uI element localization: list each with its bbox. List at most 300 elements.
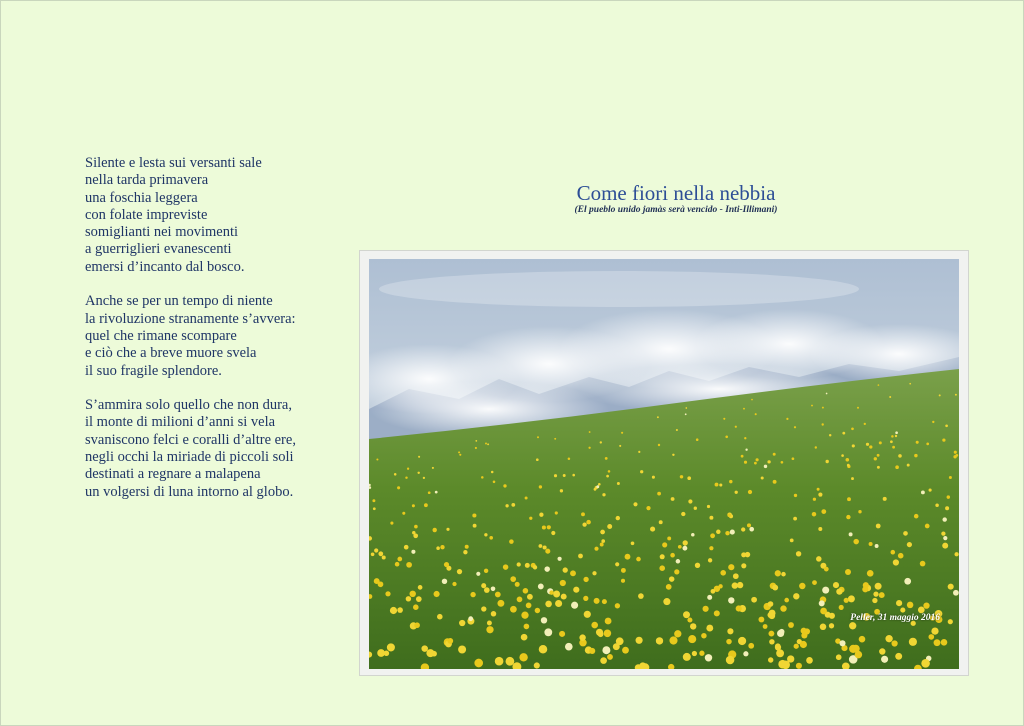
flower-dot — [954, 552, 958, 556]
flower-dot — [519, 653, 527, 661]
flower-dot — [691, 533, 695, 537]
flower-dot — [554, 474, 557, 477]
flower-dot — [536, 458, 539, 461]
flower-dot — [768, 601, 774, 607]
flower-dot — [613, 643, 620, 650]
flower-dot — [703, 606, 709, 612]
flower-dot — [851, 427, 854, 430]
flower-dot — [581, 512, 585, 516]
flower-dot — [914, 514, 919, 519]
flower-dot — [859, 636, 866, 643]
poem-line: svaniscono felci e coralli d’altre ere, — [85, 431, 296, 448]
flower-dot — [864, 423, 866, 425]
flower-dot — [857, 407, 859, 409]
flower-dot — [769, 613, 776, 620]
flower-dot — [748, 490, 752, 494]
flower-dot — [851, 477, 854, 480]
flower-dot — [657, 492, 661, 496]
flower-dot — [373, 507, 376, 510]
flower-dot — [726, 639, 732, 645]
flower-dot — [941, 531, 945, 535]
poem-line: nella tarda primavera — [85, 172, 209, 189]
flower-dot — [694, 507, 697, 510]
flower-dot — [669, 636, 677, 644]
flower-dot — [406, 562, 412, 568]
flower-dot — [822, 423, 824, 425]
flower-dot — [921, 490, 925, 494]
flower-dot — [510, 606, 517, 613]
flower-dot — [533, 565, 537, 569]
flower-dot — [749, 527, 754, 532]
flower-dot — [617, 482, 620, 485]
flower-dot — [619, 445, 621, 447]
flower-dot — [709, 546, 713, 550]
flower-dot — [371, 552, 375, 556]
flower-dot — [418, 585, 423, 590]
flower-dot — [549, 590, 553, 594]
flower-dot — [544, 566, 550, 572]
flower-dot — [374, 548, 378, 552]
flower-dot — [728, 564, 734, 570]
flower-dot — [671, 497, 675, 501]
flower-dot — [537, 436, 539, 438]
flower-dot — [849, 622, 856, 629]
flower-dot — [551, 531, 555, 535]
flower-dot — [768, 657, 773, 662]
flower-dot — [596, 485, 599, 488]
poem-line: con folate impreviste — [85, 206, 208, 223]
flower-dot — [683, 611, 690, 618]
flower-dot — [390, 607, 397, 614]
flower-dot — [436, 546, 440, 550]
flower-dot — [670, 553, 675, 558]
flower-dot — [879, 648, 885, 654]
flower-dot — [826, 460, 829, 463]
flower-dot — [586, 520, 591, 525]
flower-dot — [836, 654, 842, 660]
flower-dot — [898, 454, 902, 458]
flower-dot — [484, 569, 488, 573]
flower-dot — [678, 545, 682, 549]
flower-dot — [727, 513, 731, 517]
flower-dot — [563, 474, 566, 477]
flower-dot — [527, 594, 533, 600]
flower-dot — [733, 573, 739, 579]
flower-dot — [920, 561, 926, 567]
flower-dot — [892, 446, 895, 449]
flower-dot — [725, 531, 729, 535]
flower-dot — [842, 432, 845, 435]
flower-dot — [751, 597, 757, 603]
flower-dot — [413, 604, 419, 610]
flower-dot — [521, 612, 528, 619]
flower-dot — [394, 473, 397, 476]
flower-dot — [426, 649, 434, 657]
flower-dot — [707, 595, 712, 600]
flower-dot — [877, 454, 880, 457]
flower-dot — [756, 458, 759, 461]
flower-dot — [819, 600, 825, 606]
flower-dot — [829, 613, 835, 619]
flower-dot — [493, 481, 496, 484]
flower-dot — [407, 468, 409, 470]
flower-dot — [547, 525, 551, 529]
flower-dot — [926, 443, 929, 446]
flower-dot — [505, 504, 508, 507]
flower-dot — [743, 408, 745, 410]
flower-dot — [402, 512, 405, 515]
flower-dot — [833, 582, 839, 588]
flower-dot — [903, 531, 908, 536]
flower-dot — [780, 605, 786, 611]
flower-dot — [545, 601, 552, 608]
flower-dot — [511, 503, 515, 507]
flower-dot — [688, 499, 692, 503]
flower-dot — [847, 464, 850, 467]
flower-dot — [743, 651, 748, 656]
flower-dot — [942, 517, 946, 521]
flower-dot — [539, 485, 542, 488]
flower-dot — [636, 637, 643, 644]
poem-line: somiglianti nei movimenti — [85, 224, 239, 241]
flower-dot — [572, 474, 575, 477]
flower-dot — [622, 647, 629, 654]
flower-dot — [683, 540, 688, 545]
flower-dot — [544, 628, 552, 636]
flower-dot — [434, 591, 440, 597]
flower-dot — [539, 645, 548, 654]
flower-dot — [606, 475, 609, 478]
flower-dot — [497, 600, 504, 607]
flower-dot — [446, 528, 449, 531]
flower-dot — [744, 437, 746, 439]
flower-dot — [796, 663, 802, 669]
flower-dot — [588, 447, 590, 449]
flower-dot — [486, 626, 493, 633]
flower-dot — [437, 614, 443, 620]
flower-dot — [768, 631, 774, 637]
flower-dot — [521, 634, 528, 641]
flower-dot — [491, 471, 494, 474]
flower-dot — [876, 524, 881, 529]
flower-dot — [784, 598, 789, 603]
poem-stanza-2 — [85, 293, 345, 379]
flower-dot — [943, 536, 947, 540]
flower-dot — [839, 640, 845, 646]
flower-dot — [874, 457, 877, 460]
poem-line: il suo fragile splendore. — [85, 362, 222, 379]
flower-dot — [672, 454, 674, 456]
flower-dot — [875, 544, 879, 548]
flower-dot — [710, 533, 715, 538]
flower-dot — [418, 456, 420, 458]
flower-dot — [878, 384, 880, 386]
flower-dot — [706, 625, 713, 632]
flower-dot — [848, 595, 855, 602]
flower-dot — [473, 524, 477, 528]
flower-dot — [589, 431, 591, 433]
flower-dot — [484, 533, 487, 536]
flower-dot — [907, 602, 914, 609]
flower-dot — [955, 394, 957, 396]
flower-dot — [589, 648, 595, 654]
flower-dot — [621, 579, 625, 583]
poem-line: S’ammira solo quello che non dura, — [85, 397, 292, 414]
flower-dot — [716, 530, 721, 535]
flower-dot — [607, 524, 612, 529]
flower-dot — [481, 476, 484, 479]
flower-dot — [432, 528, 436, 532]
flower-dot — [659, 565, 665, 571]
flower-dot — [640, 470, 643, 473]
flower-dot — [481, 583, 486, 588]
flower-dot — [541, 617, 547, 623]
flower-dot — [662, 542, 667, 547]
flower-dot — [778, 660, 787, 669]
poem-line: quel che rimane scompare — [85, 327, 237, 344]
flower-dot — [900, 608, 905, 613]
flower-dot — [481, 606, 486, 611]
flower-dot — [898, 553, 904, 559]
flower-dot — [414, 622, 420, 628]
flower-dot — [845, 569, 851, 575]
flower-dot — [849, 532, 853, 536]
flower-dot — [545, 549, 550, 554]
flower-dot — [923, 602, 929, 608]
poem-stanza-1 — [85, 155, 345, 276]
flower-dot — [736, 605, 742, 611]
flower-dot — [747, 523, 751, 527]
flower-dot — [869, 445, 872, 448]
flower-dot — [955, 454, 958, 457]
flower-dot — [568, 458, 571, 461]
flower-dot — [555, 600, 562, 607]
flower-dot — [841, 454, 844, 457]
poem-stanza-3 — [85, 397, 345, 501]
flower-dot — [485, 443, 487, 445]
flower-dot — [781, 572, 786, 577]
flower-dot — [409, 591, 415, 597]
flower-dot — [932, 421, 934, 423]
flower-dot — [688, 635, 696, 643]
flower-dot — [727, 628, 733, 634]
flower-dot — [621, 432, 623, 434]
flower-dot — [535, 608, 540, 613]
flower-dot — [412, 531, 415, 534]
flower-dot — [397, 607, 403, 613]
flower-dot — [681, 512, 685, 516]
flower-dot — [820, 624, 827, 631]
flower-dot — [378, 581, 384, 587]
flower-dot — [667, 536, 671, 540]
flower-dot — [873, 591, 878, 596]
flower-dot — [891, 550, 896, 555]
flower-dot — [705, 654, 712, 661]
flower-dot — [674, 569, 679, 574]
flower-dot — [767, 460, 770, 463]
flower-dot — [674, 630, 681, 637]
flower-dot — [524, 624, 530, 630]
flower-dot — [947, 495, 950, 498]
flower-dot — [385, 591, 390, 596]
flower-dot — [669, 576, 674, 581]
flower-dot — [457, 569, 462, 574]
flower-dot — [459, 454, 461, 456]
flower-dot — [656, 637, 663, 644]
flower-dot — [945, 506, 949, 510]
flower-dot — [934, 639, 941, 646]
flower-dot — [817, 488, 820, 491]
flower-dot — [442, 579, 447, 584]
photo-caption: Peller, 31 maggio 2016 — [850, 613, 940, 623]
flower-dot — [909, 638, 917, 646]
flower-dot — [538, 583, 544, 589]
flower-dot — [806, 657, 813, 664]
flower-dot — [387, 643, 395, 651]
flower-dot — [796, 551, 801, 556]
flower-dot — [475, 440, 477, 442]
flower-dot — [709, 516, 713, 520]
flower-dot — [744, 461, 747, 464]
flower-dot — [543, 545, 547, 549]
flower-dot — [793, 517, 797, 521]
flower-dot — [526, 603, 532, 609]
flower-dot — [846, 515, 850, 519]
flower-dot — [397, 557, 402, 562]
flower-dot — [472, 513, 476, 517]
flower-dot — [939, 394, 941, 396]
flower-dot — [890, 440, 893, 443]
flower-dot — [517, 562, 521, 566]
flower-dot — [534, 662, 540, 668]
flower-dot — [605, 457, 608, 460]
flower-dot — [598, 483, 601, 486]
flower-dot — [680, 475, 683, 478]
flower-dot — [633, 502, 637, 506]
flower-dot — [776, 649, 784, 657]
flower-dot — [786, 418, 788, 420]
flower-dot — [895, 465, 899, 469]
flower-dot — [608, 470, 611, 473]
flower-dot — [414, 525, 418, 529]
flower-dot — [682, 546, 687, 551]
flower-dot — [737, 582, 743, 588]
flower-dot — [781, 461, 784, 464]
flower-dot — [730, 530, 735, 535]
flower-dot — [745, 552, 750, 557]
flower-dot — [763, 624, 768, 629]
flower-dot — [889, 396, 891, 398]
flower-dot — [728, 597, 734, 603]
flower-dot — [459, 620, 465, 626]
flower-dot — [489, 536, 493, 540]
flower-dot — [557, 557, 561, 561]
meadow-photo — [369, 259, 959, 669]
flower-dot — [631, 541, 635, 545]
flower-dot — [484, 587, 490, 593]
flower-dot — [829, 623, 834, 628]
flower-dot — [755, 413, 757, 415]
flower-dot — [657, 416, 659, 418]
flower-dot — [738, 637, 746, 645]
flower-dot — [663, 598, 670, 605]
flower-dot — [714, 610, 720, 616]
flower-dot — [948, 584, 954, 590]
flower-dot — [794, 494, 797, 497]
flower-dot — [591, 622, 598, 629]
flower-dot — [788, 622, 794, 628]
flower-dot — [458, 646, 466, 654]
flower-dot — [879, 441, 882, 444]
flower-dot — [452, 582, 456, 586]
flower-dot — [423, 477, 425, 479]
flower-dot — [687, 476, 691, 480]
flower-dot — [741, 527, 745, 531]
flower-dot — [699, 651, 704, 656]
flower-dot — [895, 653, 902, 660]
poem-line: un volgersi di luna intorno al globo. — [85, 483, 294, 500]
flower-dot — [891, 435, 894, 438]
flower-dot — [468, 616, 473, 621]
flower-dot — [602, 493, 605, 496]
flower-dot — [824, 567, 829, 572]
flower-dot — [754, 462, 757, 465]
flower-dot — [818, 527, 822, 531]
flower-dot — [790, 539, 794, 543]
flower-dot — [816, 556, 822, 562]
flower-dot — [561, 594, 567, 600]
flower-dot — [615, 562, 619, 566]
poem-line: emersi d’incanto dal bosco. — [85, 258, 245, 275]
flower-dot — [594, 598, 600, 604]
poem-line: Silente e lesta sui versanti sale — [85, 155, 262, 171]
flower-dot — [685, 413, 687, 415]
flower-dot — [539, 544, 543, 548]
flower-dot — [382, 555, 386, 559]
flower-dot — [605, 618, 612, 625]
flower-dot — [794, 644, 799, 649]
flower-dot — [719, 483, 722, 486]
flower-dot — [883, 497, 887, 501]
flower-dot — [444, 562, 449, 567]
flower-dot — [761, 476, 764, 479]
flower-dot — [600, 543, 604, 547]
flower-dot — [839, 605, 844, 610]
flower-dot — [793, 593, 799, 599]
flower-dot — [555, 511, 558, 514]
flower-dot — [542, 525, 546, 529]
flower-dot — [928, 634, 934, 640]
flower-dot — [390, 522, 393, 525]
flower-dot — [666, 584, 672, 590]
flower-dot — [604, 630, 612, 638]
flower-dot — [487, 443, 489, 445]
flower-dot — [758, 617, 764, 623]
flower-dot — [658, 444, 660, 446]
flower-dot — [432, 467, 434, 469]
flower-dot — [503, 564, 508, 569]
flower-dot — [615, 603, 620, 608]
flower-dot — [773, 453, 776, 456]
flower-dot — [554, 438, 556, 440]
flower-dot — [685, 407, 687, 409]
flower-dot — [378, 551, 383, 556]
poem-line: e ciò che a breve muore svela — [85, 345, 257, 362]
flower-dot — [650, 527, 655, 532]
flower-dot — [594, 547, 598, 551]
flower-dot — [729, 480, 732, 483]
flower-dot — [741, 563, 746, 568]
